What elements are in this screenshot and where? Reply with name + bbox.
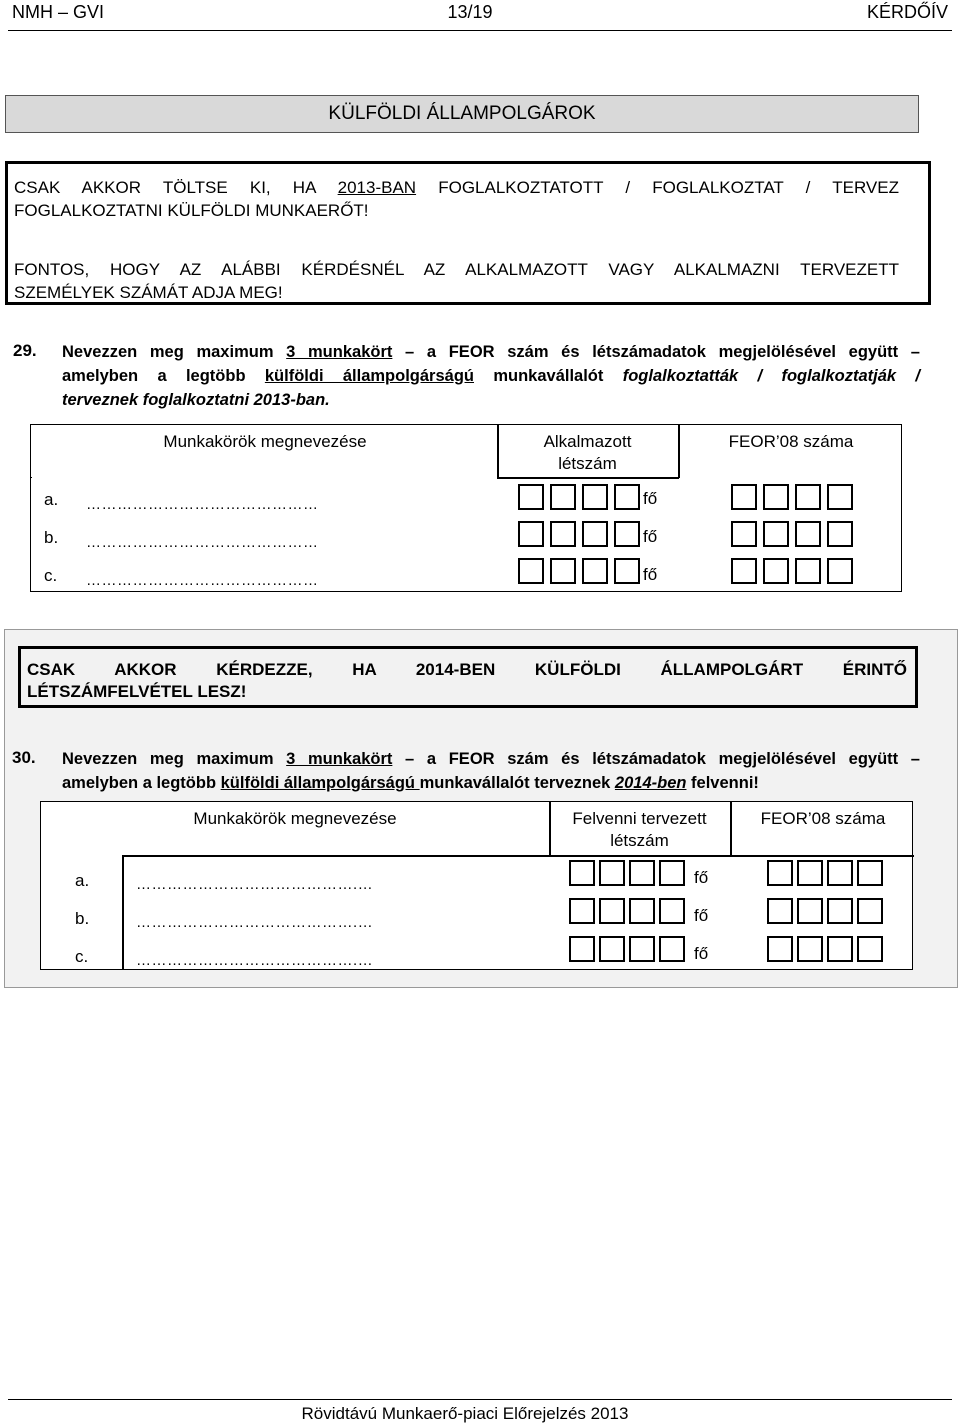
instruction-1-year: 2013-BAN (337, 178, 417, 197)
table-30-divider (122, 855, 914, 857)
digit-box[interactable] (569, 898, 595, 924)
section-title-text: KÜLFÖLDI ÁLLAMPOLGÁROK (328, 103, 596, 124)
instruction-1-text-2: FOGLALKOZTATOTT / FOGLALKOZTAT / TERVEZ (416, 178, 899, 197)
table-29-row-a-feor-boxes[interactable] (731, 484, 853, 510)
question-29-line-2 (62, 364, 920, 388)
digit-box[interactable] (827, 484, 853, 510)
q30-text-4: munkavállalót terveznek (419, 774, 615, 792)
table-30-header-jobs: Munkakörök megnevezése (193, 809, 397, 828)
question-29-text (62, 340, 920, 412)
table-29-header-headcount-2: létszám (558, 454, 617, 473)
digit-box[interactable] (614, 484, 640, 510)
digit-box[interactable] (659, 936, 685, 962)
digit-box[interactable] (569, 860, 595, 886)
table-30-row-a-unit: fő (694, 868, 709, 887)
q29-options: foglalkoztatták / foglalkoztatják / (622, 367, 920, 385)
footer-divider (8, 1399, 952, 1400)
table-29-row-b-headcount-boxes[interactable] (518, 521, 640, 547)
table-30-divider (730, 801, 732, 856)
digit-box[interactable] (599, 936, 625, 962)
table-29-divider (678, 424, 680, 478)
digit-box[interactable] (795, 558, 821, 584)
digit-box[interactable] (614, 558, 640, 584)
q29-text-2: – a FEOR szám és létszámadatok megjelölésével együtt – (392, 343, 920, 361)
digit-box[interactable] (659, 860, 685, 886)
q30-text: Nevezzen meg maximum (62, 750, 287, 768)
digit-box[interactable] (731, 521, 757, 547)
digit-box[interactable] (518, 558, 544, 584)
table-29-divider (497, 477, 679, 479)
table-29-row-a-label: a. (44, 490, 59, 509)
q30-max-jobs: 3 munkakört (286, 750, 393, 768)
digit-box[interactable] (731, 558, 757, 584)
q29-max-jobs: 3 munkakört (286, 343, 393, 361)
table-30-row-a-label: a. (75, 871, 90, 890)
page-number: 13/19 (447, 2, 493, 22)
section-title (5, 95, 919, 133)
digit-box[interactable] (797, 898, 823, 924)
table-30-row-b-job-field[interactable]: …………………………………….… (136, 914, 374, 931)
table-30-row-a-job-field[interactable]: …………………………………….… (136, 876, 374, 893)
question-29-number: 29. (13, 341, 37, 360)
digit-box[interactable] (550, 558, 576, 584)
q29-text-3: amelyben a legtöbb (62, 367, 265, 385)
header-left: NMH – GVI (12, 2, 105, 22)
table-30-header-headcount-1: Felvenni tervezett (572, 809, 707, 828)
digit-box[interactable] (795, 521, 821, 547)
q29-text: Nevezzen meg maximum (62, 343, 287, 361)
table-30-header-headcount-2: létszám (610, 831, 669, 850)
table-30-row-a-headcount-boxes[interactable] (569, 860, 685, 886)
table-29-row-c-headcount-boxes[interactable] (518, 558, 640, 584)
table-30-row-b-unit: fő (694, 906, 709, 925)
instruction-1-text: CSAK AKKOR TÖLTSE KI, HA (14, 178, 338, 197)
q30-text-2: – a FEOR szám és létszámadatok megjelölésével együtt – (392, 750, 920, 768)
question-29-line-1 (62, 340, 920, 364)
instruction-1-line-3: FONTOS, HOGY AZ ALÁBBI KÉRDÉSNÉL AZ ALKALMAZOTT VAGY ALKALMAZNI TERVEZETT (14, 260, 899, 279)
table-29-row-a-job-field[interactable]: ……………………………………… (86, 496, 319, 513)
digit-box[interactable] (797, 860, 823, 886)
digit-box[interactable] (614, 521, 640, 547)
table-29-row-a-unit: fő (643, 489, 658, 508)
table-29-row-b-label: b. (44, 528, 59, 547)
digit-box[interactable] (518, 521, 544, 547)
digit-box[interactable] (827, 521, 853, 547)
digit-box[interactable] (550, 521, 576, 547)
table-29-header-headcount (500, 431, 675, 475)
digit-box[interactable] (569, 936, 595, 962)
digit-box[interactable] (659, 898, 685, 924)
header-right: KÉRDŐÍV (866, 2, 948, 22)
q30-text-5: felvenni! (686, 774, 759, 792)
instruction-box-2 (18, 646, 918, 708)
table-29-divider (497, 424, 499, 478)
question-30-line-2 (62, 771, 920, 795)
table-30-row-c-headcount-boxes[interactable] (569, 936, 685, 962)
instruction-1-paragraph-1 (14, 176, 899, 222)
digit-box[interactable] (767, 860, 793, 886)
table-30-header-headcount (552, 808, 727, 852)
instruction-1-line-1 (14, 176, 899, 199)
table-29-row-c-unit: fő (643, 565, 658, 584)
table-29-row-c-label: c. (44, 566, 58, 585)
instruction-1-line-4: SZEMÉLYEK SZÁMÁT ADJA MEG! (14, 283, 283, 302)
table-30-row-c-job-field[interactable]: …………………………………….… (136, 952, 374, 969)
table-30-row-c-unit: fő (694, 944, 709, 963)
digit-box[interactable] (629, 898, 655, 924)
instruction-2-line-1: CSAK AKKOR KÉRDEZZE, HA 2014-BEN KÜLFÖLDI ÁLLAMPOLGÁRT ÉRINTŐ (27, 660, 907, 679)
q30-foreign: külföldi állampolgárságú (220, 774, 420, 792)
table-30-divider (549, 801, 551, 856)
table-29-header-headcount-1: Alkalmazott (543, 432, 632, 451)
table-29-row-b-job-field[interactable]: ……………………………………… (86, 534, 319, 551)
q30-year: 2014-ben (614, 774, 687, 792)
table-30-row-b-feor-boxes[interactable] (767, 898, 883, 924)
table-29-divider (30, 477, 32, 478)
digit-box[interactable] (795, 484, 821, 510)
table-29-header-feor: FEOR’08 száma (728, 432, 854, 451)
digit-box[interactable] (582, 484, 608, 510)
table-29-row-a-headcount-boxes[interactable] (518, 484, 640, 510)
table-29-row-b-unit: fő (643, 527, 658, 546)
digit-box[interactable] (518, 484, 544, 510)
table-30-row-a-feor-boxes[interactable] (767, 860, 883, 886)
question-30-text (62, 747, 920, 795)
q29-text-4: munkavállalót (474, 367, 623, 385)
digit-box[interactable] (582, 558, 608, 584)
digit-box[interactable] (827, 860, 853, 886)
table-30-divider (122, 855, 124, 970)
digit-box[interactable] (767, 936, 793, 962)
table-30-row-b-headcount-boxes[interactable] (569, 898, 685, 924)
instruction-1-paragraph-2 (14, 258, 899, 304)
table-30-row-c-feor-boxes[interactable] (767, 936, 883, 962)
table-30-header-feor: FEOR’08 száma (760, 809, 886, 828)
footer-text: Rövidtávú Munkaerő-piaci Előrejelzés 2013 (301, 1404, 629, 1423)
q30-text-3: amelyben a legtöbb (62, 774, 221, 792)
digit-box[interactable] (582, 521, 608, 547)
digit-box[interactable] (550, 484, 576, 510)
table-29-row-c-feor-boxes[interactable] (731, 558, 853, 584)
digit-box[interactable] (629, 936, 655, 962)
instruction-box-1 (5, 161, 931, 305)
table-29-row-c-job-field[interactable]: ……………………………………… (86, 572, 319, 589)
digit-box[interactable] (599, 898, 625, 924)
instruction-2-line-2: LÉTSZÁMFELVÉTEL LESZ! (27, 682, 247, 701)
digit-box[interactable] (767, 898, 793, 924)
digit-box[interactable] (731, 484, 757, 510)
question-29-line-3: terveznek foglalkoztatni 2013-ban. (62, 391, 330, 409)
digit-box[interactable] (857, 860, 883, 886)
digit-box[interactable] (629, 860, 655, 886)
instruction-1-line-2: FOGLALKOZTATNI KÜLFÖLDI MUNKAERŐT! (14, 201, 369, 220)
table-29-header-jobs: Munkakörök megnevezése (163, 432, 367, 451)
digit-box[interactable] (857, 936, 883, 962)
digit-box[interactable] (763, 521, 789, 547)
table-29-row-b-feor-boxes[interactable] (731, 521, 853, 547)
q29-foreign: külföldi állampolgárságú (264, 367, 474, 385)
table-30-row-b-label: b. (75, 909, 90, 928)
digit-box[interactable] (857, 898, 883, 924)
digit-box[interactable] (827, 936, 853, 962)
digit-box[interactable] (827, 558, 853, 584)
digit-box[interactable] (827, 898, 853, 924)
digit-box[interactable] (763, 484, 789, 510)
question-30-line-1 (62, 747, 920, 771)
question-30-number: 30. (12, 748, 36, 767)
digit-box[interactable] (599, 860, 625, 886)
table-30-row-c-label: c. (75, 947, 89, 966)
digit-box[interactable] (763, 558, 789, 584)
digit-box[interactable] (797, 936, 823, 962)
header-divider (8, 30, 952, 31)
